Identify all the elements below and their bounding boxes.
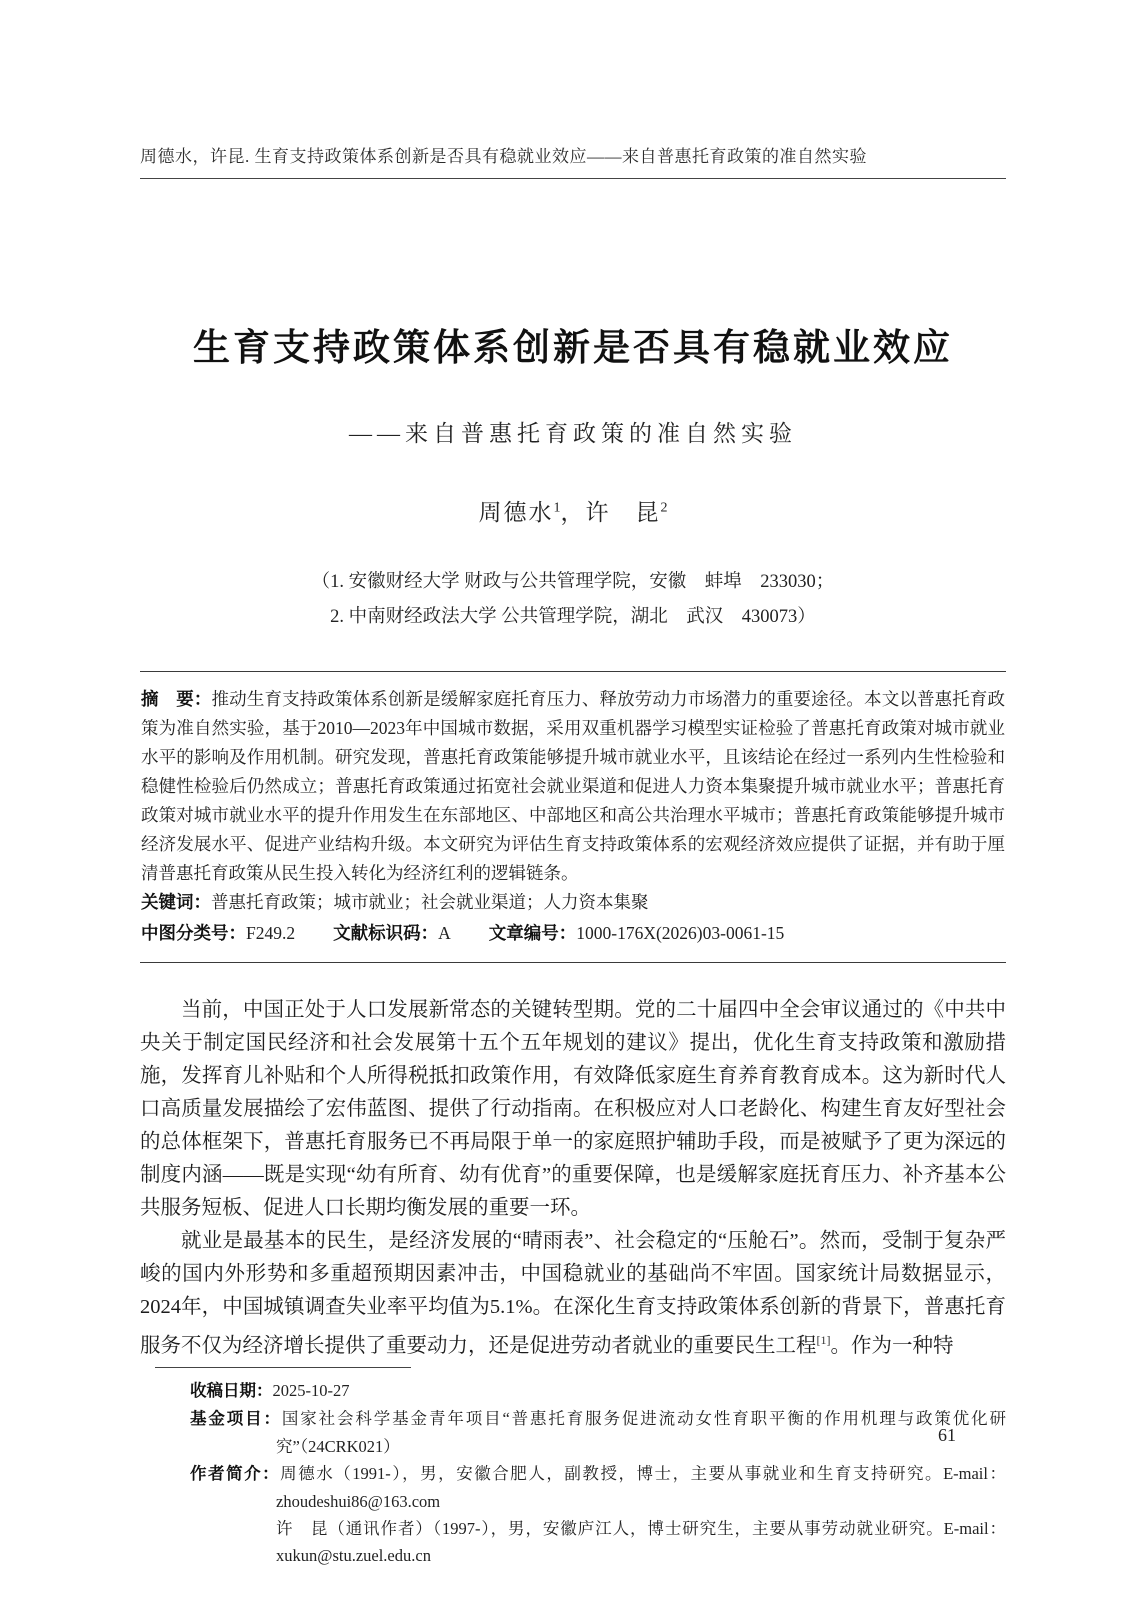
- author-bio-row: [190, 1460, 1006, 1515]
- affiliation-line: 2. 中南财经政法大学 公共管理学院，湖北 武汉 430073）: [330, 607, 816, 627]
- authors-line: [140, 494, 1006, 527]
- abstract-section: [140, 671, 1006, 963]
- authors-separator: ，: [560, 500, 586, 525]
- article-id-pair: [489, 923, 785, 943]
- funding-text: 国家社会科学基金青年项目“普惠托育服务促进流动女性育职平衡的作用机理与政策优化研究”（24CRK021）: [276, 1408, 1007, 1456]
- clc-value: F249.2: [246, 923, 296, 943]
- author-name: 周德水: [478, 500, 554, 525]
- received-date-row: [190, 1377, 1006, 1405]
- body-paragraph: [140, 1225, 1006, 1363]
- page-number: 61: [938, 1425, 956, 1445]
- doc-code-label: 文献标识码：: [333, 923, 439, 943]
- doc-code-pair: [333, 923, 451, 943]
- keywords-line: [141, 888, 1005, 917]
- affiliations-block: [140, 565, 1006, 635]
- keywords-text: 普惠托育政策；城市就业；社会就业渠道；人力资本集聚: [211, 892, 649, 912]
- received-date-label: 收稿日期：: [190, 1381, 273, 1400]
- body-paragraph: 当前，中国正处于人口发展新常态的关键转型期。党的二十届四中全会审议通过的《中共中央关于制定国民经济和社会发展第十五个五年规划的建议》提出，优化生育支持政策和激励措施，发挥育儿补贴和个人所得税抵扣政策作用，有效降低家庭生育养育教育成本。这为新时代人口高质量发展描绘了宏伟蓝图、提供了行动指南。在积极应对人口老龄化、构建生育友好型社会的总体框架下，普惠托育服务已不再局限于单一的家庭照护辅助手段，而是被赋予了更为深远的制度内涵——既是实现“幼有所育、幼有优育”的重要保障，也是缓解家庭抚育压力、补齐基本公共服务短板、促进人口长期均衡发展的重要一环。: [140, 999, 1006, 1219]
- author-bio-row: [190, 1515, 1006, 1569]
- keywords-label: 关键词：: [141, 892, 211, 912]
- abstract-label: 摘 要：: [141, 689, 212, 709]
- author-bio-text: 许 昆（通讯作者）（1997-），男，安徽庐江人，博士研究生，主要从事劳动就业研究。E-mail：xukun@stu.zuel.edu.cn: [276, 1518, 1006, 1565]
- body-text: [140, 994, 1006, 1363]
- clc-label: 中图分类号：: [141, 923, 246, 943]
- clc-pair: [141, 923, 295, 943]
- author-superscript: 1: [553, 500, 561, 516]
- author-bio-label: 作者简介：: [190, 1464, 281, 1483]
- author-bio-text: 周德水（1991-），男，安徽合肥人，副教授，博士，主要从事就业和生育支持研究。E-mail：zhoudeshui86@163.com: [276, 1463, 1006, 1511]
- article-subtitle: ——来自普惠托育政策的准自然实验: [349, 421, 797, 446]
- article-title: 生育支持政策体系创新是否具有稳就业效应: [193, 327, 953, 368]
- funding-row: [190, 1405, 1006, 1460]
- funding-label: 基金项目：: [190, 1409, 282, 1428]
- doc-code-value: A: [438, 923, 451, 943]
- abstract-paragraph: [141, 685, 1005, 888]
- article-id-value: 1000-176X(2026)03-0061-15: [576, 923, 785, 943]
- body-paragraph-text: 就业是最基本的民生，是经济发展的“晴雨表”、社会稳定的“压舱石”。然而，受制于复杂严峻的国内外形势和多重超预期因素冲击，中国稳就业的基础尚不牢固。国家统计局数据显示，2024年，中国城镇调查失业率平均值为5.1%。在深化生育支持政策体系创新的背景下，普惠托育服务不仅为经济增长提供了重要动力，还是促进劳动者就业的重要民生工程: [140, 1230, 1006, 1357]
- affiliation-line: （1. 安徽财经大学 财政与公共管理学院，安徽 蚌埠 233030；: [311, 572, 835, 592]
- citation-superscript: [1]: [816, 1333, 831, 1347]
- author-name: 许 昆: [585, 500, 661, 525]
- footnotes-section: [140, 1367, 1006, 1569]
- article-id-label: 文章编号：: [488, 923, 577, 943]
- page-content: [140, 0, 1006, 1569]
- footnote-divider: [155, 1367, 411, 1368]
- author-superscript: 2: [660, 500, 668, 516]
- body-paragraph-text: 。作为一种特: [830, 1334, 954, 1357]
- abstract-text: 推动生育支持政策体系创新是缓解家庭托育压力、释放劳动力市场潜力的重要途径。本文以普惠托育政策为准自然实验，基于2010—2023年中国城市数据，采用双重机器学习模型实证检验了普惠托育政策对城市就业水平的影响及作用机制。研究发现，普惠托育政策能够提升城市就业水平，且该结论在经过一系列内生性检验和稳健性检验后仍然成立；普惠托育政策通过拓宽社会就业渠道和促进人力资本集聚提升城市就业水平；普惠托育政策对城市就业水平的提升作用发生在东部地区、中部地区和高公共治理水平城市；普惠托育政策能够提升城市经济发展水平、促进产业结构升级。本文研究为评估生育支持政策体系的宏观经济效应提供了证据，并有助于厘清普惠托育政策从民生投入转化为经济红利的逻辑链条。: [141, 689, 1006, 883]
- classification-line: [141, 919, 1005, 948]
- running-head-rule: [140, 178, 1006, 179]
- received-date-value: 2025-10-27: [272, 1380, 350, 1400]
- running-head: 周德水，许昆. 生育支持政策体系创新是否具有稳就业效应——来自普惠托育政策的准自然实验: [140, 147, 867, 166]
